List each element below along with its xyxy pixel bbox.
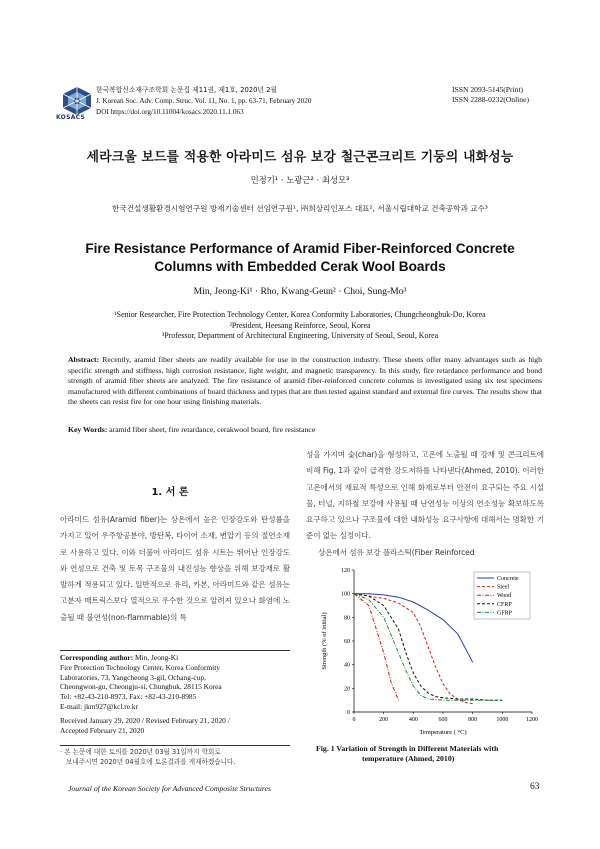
received-line: Received January 29, 2020 / Revised February 21, 2020 /	[60, 716, 230, 725]
affiliation-2: ²President, Heesang Reinforce, Seoul, Korea	[229, 320, 371, 330]
series-line-concrete	[354, 594, 473, 663]
keywords-label: Key Words:	[68, 425, 108, 434]
received-dates	[60, 716, 290, 736]
journal-english: J. Korean Soc. Adv. Comp. Struc. Vol. 11, No. 1, pp. 63-71, February 2020	[96, 97, 312, 105]
correspondence-label: Corresponding author:	[60, 653, 134, 662]
logo-text: KOSACS	[56, 114, 86, 121]
x-tick-label: 0	[352, 717, 356, 723]
x-tick-label: 1000	[496, 717, 509, 723]
footer-journal: Journal of the Korean Society for Advanced Composite Structures	[68, 784, 271, 793]
x-tick-label: 400	[408, 717, 418, 723]
x-tick-label: 200	[379, 717, 389, 723]
y-axis-label: Strength (% of initial)	[321, 612, 328, 670]
received-line: Accepted February 21, 2020	[60, 725, 145, 735]
title-english-line1: Fire Resistance Performance of Aramid Fiber-Reinforced Concrete	[85, 241, 515, 256]
correspondence-line: Tel: +82-43-210-8973, Fax: +82-43-210-8985	[60, 692, 197, 702]
y-tick-label: 60	[344, 639, 350, 645]
chart-legend	[474, 572, 530, 619]
correspondence-email[interactable]: E-mail: jkm927@kcl.re.kr	[60, 701, 139, 711]
keywords-text: aramid fiber sheet, fire retardance, cerakwool board, fire resistance	[109, 425, 316, 434]
title-english	[40, 240, 560, 276]
affiliations-korean: 한국건설생활환경시험연구원 방재기술센터 선임연구원¹, ㈜희상리인포스 대표², 서울시립대학교 건축공학과 교수³	[112, 204, 488, 213]
y-tick-label: 80	[344, 615, 350, 622]
abstract-label: Abstract:	[68, 355, 100, 364]
doi-link[interactable]: DOI https://doi.org/10.11004/kosacs.2020.11.1.063	[96, 108, 244, 116]
correspondence-line: Laboratories, 73, Yangcheong 3-gil, Ochang-cup,	[60, 672, 206, 682]
legend-label: CFRP	[497, 601, 512, 608]
affiliation-1: ¹Senior Researcher, Fire Protection Technology Center, Korea Conformity Laboratories, Chungcheongbuk-Do, Korea	[114, 310, 486, 319]
x-tick-label: 1200	[526, 717, 538, 723]
intro-paragraph-1: 아라미드 섬유(Aramid fiber)는 상온에서 높은 인장강도와 탄성률을 가지고 있어 우주항공분야, 방탄복, 타이어 소재, 변압기 등의 절연소재로 사용하고 있다. 이와 더불어 아라미드 섬유 시트는 뛰어난 인장강도와 연성으로 건축 및 토목 구조물의 내진성능 향상을 위해 보강재로 활발하게 적용되고 있다. 일반적으로 유리, 카본, 아라미드와 같은 섬유는 고분자 매트릭스보다 열적으로 우수한 것으로 알려져 있으나 화염에 노출될 때 불연성(non-flammable)의 특	[60, 515, 290, 622]
legend-label: Concrete	[497, 576, 519, 582]
affiliation-3: ³Professor, Department of Architectural Engineering, University of Seoul, Seoul, Korea	[161, 331, 439, 340]
issn-online: ISSN 2288-0232(Online)	[452, 95, 529, 104]
correspondence-name: Min, Jeong-Ki	[135, 653, 179, 662]
y-tick-label: 100	[341, 591, 350, 598]
journal-header	[96, 85, 311, 118]
authors-korean: 민정기¹ · 노광근² · 최성모³	[250, 175, 350, 185]
kosacs-logo	[58, 86, 96, 116]
discussion-note	[60, 745, 290, 767]
correspondence-line: Cheongwon-gu, Cheongju-si, Chungbuk, 28115 Korea	[60, 682, 222, 692]
figure-caption-line1: Fig. 1 Variation of Strength in Different Materials with	[316, 744, 499, 753]
authors-english: Min, Jeong-Ki¹ · Rho, Kwang-Geun² · Choi, Sung-Mo³	[193, 286, 407, 297]
issn-block	[452, 85, 529, 105]
correspondence-box	[60, 650, 290, 712]
legend-label: GFRP	[497, 610, 513, 617]
left-column	[60, 512, 290, 626]
y-tick-label: 20	[344, 686, 350, 693]
y-tick-label: 0	[347, 710, 350, 716]
note-line: 보내주시면 2020년 04월호에 토론결과를 게재하겠습니다.	[66, 757, 236, 766]
journal-korean: 한국복합신소재구조학회 논문집 제11권, 제1호, 2020년 2월	[96, 86, 278, 94]
keywords	[68, 425, 542, 434]
abstract-text: Recently, aramid fiber sheets are readily available for use in the construction industry. These sheets offer many advantages such as high specific strength and stiffness, high corrosion resistance, light weight, and magnetic transparency. In this study, fire retardance performance and bond strength of aramid fiber sheets are analyzed. The fire resistance of aramid fiber-reinforced concrete columns is investigated using six test specimens manufactured with different combinations of board thickness and types that are then tested against standard and external fire curves. The results show that the sheets can resist fire for one hour using finishing materials.	[68, 355, 542, 406]
abstract	[68, 355, 542, 408]
series-line-wood	[354, 594, 399, 701]
strength-temperature-chart	[312, 560, 544, 742]
page-number: 63	[530, 782, 540, 792]
figure-caption	[316, 744, 544, 764]
series-line-steel	[354, 594, 473, 704]
y-tick-label: 120	[341, 568, 350, 574]
note-line: · 본 논문에 대한 토의를 2020년 03월 31일까지 학회로	[60, 748, 221, 756]
intro-paragraph-3: 상온에서 섬유 보강 플라스틱(Fiber Reinforced	[318, 547, 475, 557]
legend-label: Steel	[497, 584, 509, 591]
x-tick-label: 600	[438, 717, 448, 723]
affiliations-english	[40, 310, 560, 342]
correspondence-line: Fire Protection Technology Center, Korea Conformity	[60, 662, 220, 672]
title-english-line2: Columns with Embedded Cerak Wool Boards	[154, 259, 446, 274]
right-column	[306, 447, 544, 561]
x-axis-label: Temperature ( °C)	[419, 729, 467, 736]
x-tick-label: 800	[468, 717, 478, 723]
y-tick-label: 40	[344, 662, 350, 669]
title-korean: 세라크울 보드를 적용한 아라미드 섬유 보강 철근콘크리트 기둥의 내화성능	[86, 150, 514, 165]
intro-paragraph-2: 성을 가지며 숯(char)을 형성하고, 고온에 노출될 때 강재 및 콘크리트에 비해 Fig. 1과 같이 급격한 강도저하를 나타낸다(Ahmed, 2010). 이러한 고온에서의 재료적 특성으로 인해 화재로부터 안전이 요구되는 주요 시설물, 터널, 지하철 보강에 사용될 때 난연성능 이상의 연소성능 확보하도록 요구하고 있으나 구조물에 대한 내화성능 요구사항에 대해서는 명확한 기준이 없는 실정이다.	[306, 450, 544, 541]
issn-print: ISSN 2093-5145(Print)	[452, 85, 524, 94]
section-title-introduction: 1. 서 론	[151, 487, 189, 498]
figure-caption-line2: temperature (Ahmed, 2010)	[362, 754, 455, 763]
legend-label: Wood	[497, 593, 512, 600]
